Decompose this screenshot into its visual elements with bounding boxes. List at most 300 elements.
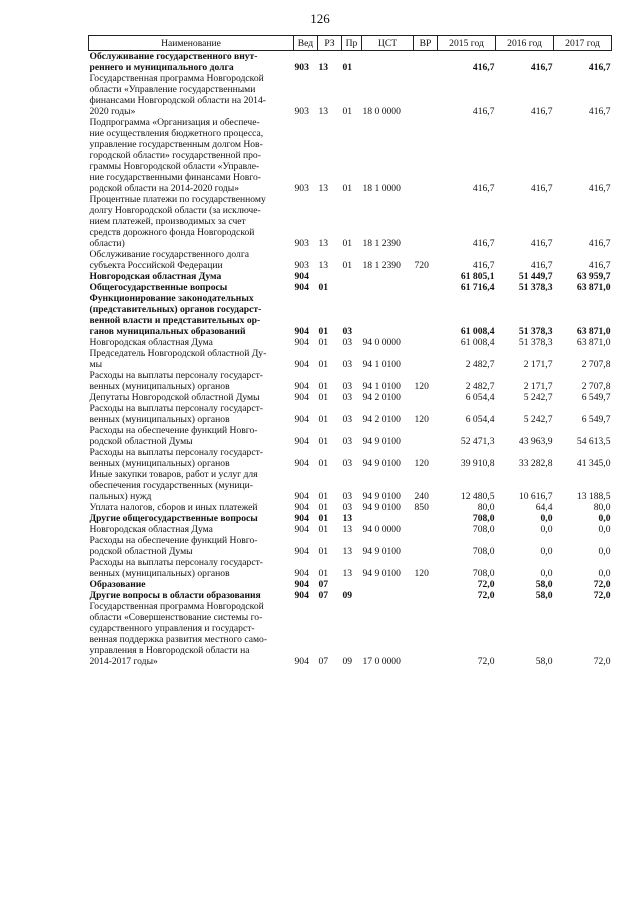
cell-y2017: 13 188,5: [576, 491, 611, 502]
cell-rz: 01: [318, 458, 329, 469]
cell-y2017: 0,0: [598, 546, 611, 557]
cell-y2015: 61 008,4: [460, 326, 495, 337]
row-name-line: Расходы на обеспечение функций Новго-: [89, 425, 258, 436]
cell-y2016: 416,7: [530, 183, 553, 194]
cell-vr: [414, 348, 438, 370]
cell-cst: [362, 590, 414, 601]
cell-pr: 01: [342, 238, 353, 249]
cell-vr: [414, 579, 438, 590]
cell-rz: 07: [318, 656, 329, 667]
row-name-line: долгу Новгородской области (за исключе-: [89, 205, 261, 216]
cell-y2015: 708,0: [472, 524, 495, 535]
cell-ved: 904: [294, 502, 309, 513]
row-name-line: Уплата налогов, сборов и иных платежей: [89, 502, 258, 513]
cell-y2016: 58,0: [535, 590, 553, 601]
cell-ved: 903: [294, 238, 309, 249]
cell-cst: 94 9 0100: [362, 546, 401, 557]
table-row: [89, 194, 612, 249]
row-name: [89, 513, 294, 524]
cell-rz: 01: [318, 502, 329, 513]
row-name-line: ние государственными финансами Новго-: [89, 172, 261, 183]
cell-y2015: 2 482,7: [465, 381, 495, 392]
cell-vr: [414, 293, 438, 337]
cell-y2016: 51 378,3: [518, 282, 553, 293]
cell-rz: 13: [318, 183, 329, 194]
table-row: [89, 271, 612, 282]
cell-pr: 13: [342, 524, 353, 535]
cell-vr: [414, 194, 438, 249]
row-name: [89, 282, 294, 293]
cell-pr: 01: [342, 183, 353, 194]
cell-y2016: 58,0: [535, 656, 553, 667]
cell-cst: 94 9 0100: [362, 458, 401, 469]
cell-cst: 94 1 0100: [362, 381, 401, 392]
table-row: [89, 117, 612, 194]
cell-y2016: 5 242,7: [523, 414, 553, 425]
table-row: [89, 590, 612, 601]
cell-y2016: 416,7: [530, 238, 553, 249]
row-name: [89, 337, 294, 348]
cell-rz: 13: [318, 106, 329, 117]
cell-y2015: 61 716,4: [460, 282, 495, 293]
row-name-line: Новгородская областная Дума: [89, 337, 213, 348]
header-vr: ВР: [414, 36, 438, 51]
cell-ved: 903: [294, 260, 309, 271]
cell-ved: 904: [294, 590, 309, 601]
cell-y2016: 5 242,7: [523, 392, 553, 403]
table-row: [89, 524, 612, 535]
cell-rz: 01: [318, 491, 329, 502]
header-pr: Пр: [342, 36, 362, 51]
cell-cst: [362, 271, 414, 282]
cell-vr: [414, 271, 438, 282]
cell-pr: 03: [342, 491, 353, 502]
cell-y2015: 6 054,4: [465, 392, 495, 403]
cell-rz: 01: [318, 546, 329, 557]
cell-y2017: 63 871,0: [576, 326, 611, 337]
row-name: [89, 469, 294, 502]
cell-rz: 01: [318, 568, 329, 579]
cell-y2016: 51 378,3: [518, 337, 553, 348]
row-name-line: области): [89, 238, 125, 249]
header-rz: РЗ: [318, 36, 342, 51]
cell-y2017: 63 959,7: [576, 271, 611, 282]
cell-y2016: 416,7: [530, 62, 553, 73]
cell-y2017: 54 613,5: [576, 436, 611, 447]
cell-y2017: 416,7: [588, 260, 611, 271]
row-name-line: мы: [89, 359, 103, 370]
cell-vr: 850: [414, 502, 429, 513]
cell-ved: 904: [294, 458, 309, 469]
cell-cst: [362, 282, 414, 293]
cell-rz: 13: [318, 62, 329, 73]
table-row: [89, 249, 612, 271]
row-name-line: Функционирование законодательных: [89, 293, 254, 304]
row-name: [89, 590, 294, 601]
cell-rz: 01: [318, 392, 329, 403]
cell-ved: 904: [294, 337, 309, 348]
cell-y2017: 0,0: [598, 568, 611, 579]
cell-y2015: 708,0: [472, 546, 495, 557]
cell-vr: [414, 51, 438, 74]
cell-ved: 904: [294, 568, 309, 579]
row-name-line: управления в Новгородской области на: [89, 645, 250, 656]
cell-ved: 904: [294, 414, 309, 425]
cell-y2017: 416,7: [588, 106, 611, 117]
cell-y2017: 416,7: [588, 62, 611, 73]
cell-pr: 03: [342, 392, 353, 403]
row-name-line: нием платежей, производимых за счет: [89, 216, 246, 227]
row-name-line: Председатель Новгородской областной Ду-: [89, 348, 267, 359]
cell-cst: [362, 293, 414, 337]
row-name-line: Расходы на выплаты персоналу государст-: [89, 557, 263, 568]
row-name: [89, 502, 294, 513]
cell-vr: [414, 535, 438, 557]
cell-vr: 120: [414, 458, 429, 469]
row-name-line: финансами Новгородской области на 2014-: [89, 95, 266, 106]
row-name-line: Другие общегосударственные вопросы: [89, 513, 258, 524]
cell-pr: 09: [342, 590, 353, 601]
row-name: [89, 73, 294, 117]
cell-vr: [414, 524, 438, 535]
cell-rz: 01: [318, 337, 329, 348]
table-row: [89, 392, 612, 403]
table-row: [89, 73, 612, 117]
cell-ved: 903: [294, 106, 309, 117]
table-row: [89, 348, 612, 370]
row-name-line: Образование: [89, 579, 146, 590]
cell-y2016: 0,0: [540, 546, 553, 557]
cell-cst: 94 9 0100: [362, 502, 401, 513]
cell-y2015: 72,0: [477, 656, 495, 667]
cell-ved: 904: [294, 546, 309, 557]
cell-vr: [414, 117, 438, 194]
cell-y2017: 80,0: [593, 502, 611, 513]
table-row: [89, 370, 612, 392]
row-name-line: Обслуживание государственного внут-: [89, 51, 258, 62]
cell-y2015: 2 482,7: [465, 359, 495, 370]
cell-ved: 904: [294, 513, 309, 524]
row-name: [89, 403, 294, 425]
cell-y2015: 72,0: [477, 590, 495, 601]
cell-pr: 03: [342, 326, 353, 337]
cell-ved: 904: [294, 282, 309, 293]
cell-rz: 01: [318, 524, 329, 535]
cell-vr: [414, 425, 438, 447]
cell-ved: 904: [294, 392, 309, 403]
row-name-line: венных (муниципальных) органов: [89, 568, 230, 579]
row-name-line: Государственная программа Новгородской: [89, 73, 264, 84]
cell-y2017: 6 549,7: [581, 414, 611, 425]
row-name-line: родской областной Думы: [89, 546, 193, 557]
table-row: [89, 601, 612, 667]
cell-y2017: 0,0: [598, 524, 611, 535]
cell-pr: 13: [342, 568, 353, 579]
cell-pr: 13: [342, 513, 353, 524]
cell-pr: 03: [342, 381, 353, 392]
row-name-line: области «Совершенствование системы го-: [89, 612, 263, 623]
cell-y2016: 51 449,7: [518, 271, 553, 282]
row-name-line: пальных) нужд: [89, 491, 152, 502]
cell-pr: 03: [342, 414, 353, 425]
row-name-line: венных (муниципальных) органов: [89, 458, 230, 469]
row-name: [89, 348, 294, 370]
row-name: [89, 117, 294, 194]
cell-rz: 13: [318, 260, 329, 271]
row-name-line: ние осуществления бюджетного процесса,: [89, 128, 264, 139]
table-header-row: [89, 36, 612, 51]
cell-vr: [414, 513, 438, 524]
row-name-line: средств дорожного фонда Новгородской: [89, 227, 255, 238]
cell-ved: 904: [294, 381, 309, 392]
table-row: [89, 51, 612, 74]
cell-y2016: 58,0: [535, 579, 553, 590]
row-name: [89, 557, 294, 579]
cell-y2015: 80,0: [477, 502, 495, 513]
row-name-line: Обслуживание государственного долга: [89, 249, 250, 260]
table-row: [89, 469, 612, 502]
table-row: [89, 535, 612, 557]
cell-cst: 94 9 0100: [362, 436, 401, 447]
cell-pr: 01: [342, 260, 353, 271]
row-name: [89, 535, 294, 557]
cell-y2015: 416,7: [472, 260, 495, 271]
row-name-line: венная поддержка развития местного само-: [89, 634, 268, 645]
cell-rz: 13: [318, 238, 329, 249]
cell-y2016: 10 616,7: [518, 491, 553, 502]
table-row: [89, 502, 612, 513]
row-name: [89, 579, 294, 590]
cell-ved: 904: [294, 656, 309, 667]
cell-pr: 03: [342, 502, 353, 513]
cell-vr: 720: [414, 260, 429, 271]
cell-cst: 94 2 0100: [362, 392, 401, 403]
cell-y2017: 2 707,8: [581, 381, 611, 392]
cell-y2015: 708,0: [472, 513, 495, 524]
table-row: [89, 447, 612, 469]
row-name-line: Новгородская областная Дума: [89, 271, 222, 282]
header-name: Наименование: [89, 36, 294, 51]
table-row: [89, 513, 612, 524]
cell-pr: 01: [342, 62, 353, 73]
budget-table: [88, 35, 612, 667]
cell-vr: 240: [414, 491, 429, 502]
cell-rz: 01: [318, 436, 329, 447]
row-name-line: области «Управление государственными: [89, 84, 256, 95]
cell-pr: 03: [342, 436, 353, 447]
page-number: 126: [310, 11, 330, 26]
cell-vr: [414, 590, 438, 601]
cell-ved: 904: [294, 271, 309, 282]
cell-y2016: 416,7: [530, 260, 553, 271]
cell-rz: 01: [318, 381, 329, 392]
cell-cst: [362, 51, 414, 74]
cell-y2015: 416,7: [472, 238, 495, 249]
table-row: [89, 425, 612, 447]
table-row: [89, 579, 612, 590]
cell-rz: 01: [318, 513, 329, 524]
cell-pr: 01: [342, 106, 353, 117]
cell-vr: 120: [414, 568, 429, 579]
cell-cst: 18 1 0000: [362, 183, 401, 194]
cell-rz: 01: [318, 282, 329, 293]
cell-y2017: 0,0: [598, 513, 611, 524]
row-name: [89, 293, 294, 337]
cell-y2015: 61 008,4: [460, 337, 495, 348]
row-name-line: управление государственным долгом Нов-: [89, 139, 263, 150]
row-name-line: обеспечения государственных (муници-: [89, 480, 254, 491]
cell-ved: 903: [294, 183, 309, 194]
header-ved: Вед: [294, 36, 318, 51]
cell-cst: 94 0 0000: [362, 337, 401, 348]
cell-y2015: 416,7: [472, 106, 495, 117]
row-name-line: родской области на 2014-2020 годы»: [89, 183, 240, 194]
cell-vr: 120: [414, 414, 429, 425]
cell-vr: [414, 392, 438, 403]
cell-y2017: 72,0: [593, 590, 611, 601]
table-row: [89, 337, 612, 348]
cell-ved: 904: [294, 579, 309, 590]
cell-y2016: 416,7: [530, 106, 553, 117]
row-name-line: субъекта Российской Федерации: [89, 260, 223, 271]
cell-y2016: 0,0: [540, 568, 553, 579]
row-name-line: Государственная программа Новгородской: [89, 601, 264, 612]
row-name-line: Расходы на обеспечение функций Новго-: [89, 535, 258, 546]
table-row: [89, 403, 612, 425]
cell-y2015: 52 471,3: [460, 436, 495, 447]
cell-rz: 07: [318, 590, 329, 601]
cell-cst: 17 0 0000: [362, 656, 401, 667]
row-name-line: венной власти и представительных ор-: [89, 315, 261, 326]
cell-rz: 01: [318, 326, 329, 337]
cell-cst: [362, 579, 414, 590]
row-name-line: ганов муниципальных образований: [89, 326, 246, 337]
row-name-line: Новгородская областная Дума: [89, 524, 213, 535]
cell-y2015: 12 480,5: [460, 491, 495, 502]
row-name-line: Общегосударственные вопросы: [89, 282, 228, 293]
cell-y2015: 416,7: [472, 183, 495, 194]
cell-pr: 03: [342, 337, 353, 348]
row-name-line: реннего и муниципального долга: [89, 62, 234, 73]
cell-ved: 904: [294, 326, 309, 337]
cell-pr: [342, 579, 362, 590]
cell-y2017: 416,7: [588, 183, 611, 194]
cell-y2017: 2 707,8: [581, 359, 611, 370]
cell-y2016: 43 963,9: [518, 436, 553, 447]
cell-cst: 94 9 0100: [362, 568, 401, 579]
cell-vr: [414, 601, 438, 667]
cell-y2017: 41 345,0: [576, 458, 611, 469]
row-name-line: граммы Новгородской области «Управле-: [89, 161, 260, 172]
row-name-line: городской области» государственной про-: [89, 150, 261, 161]
row-name: [89, 51, 294, 74]
row-name-line: венных (муниципальных) органов: [89, 414, 230, 425]
cell-pr: 13: [342, 546, 353, 557]
cell-vr: [414, 337, 438, 348]
cell-y2015: 6 054,4: [465, 414, 495, 425]
cell-rz: [318, 271, 342, 282]
cell-vr: 120: [414, 381, 429, 392]
cell-y2017: 72,0: [593, 579, 611, 590]
row-name: [89, 194, 294, 249]
cell-y2015: 708,0: [472, 568, 495, 579]
row-name-line: Другие вопросы в области образования: [89, 590, 261, 601]
header-2015: 2015 год: [438, 36, 496, 51]
row-name-line: (представительных) органов государст-: [89, 304, 262, 315]
table-row: [89, 282, 612, 293]
cell-rz: 01: [318, 414, 329, 425]
row-name: [89, 601, 294, 667]
row-name: [89, 392, 294, 403]
cell-cst: 18 1 2390: [362, 260, 401, 271]
row-name-line: Подпрограмма «Организация и обеспече-: [89, 117, 260, 128]
row-name: [89, 370, 294, 392]
cell-vr: [414, 73, 438, 117]
cell-rz: 01: [318, 359, 329, 370]
cell-y2016: 0,0: [540, 513, 553, 524]
row-name-line: венных (муниципальных) органов: [89, 381, 230, 392]
row-name-line: сударственного управления и государст-: [89, 623, 255, 634]
cell-cst: 94 1 0100: [362, 359, 401, 370]
cell-pr: [342, 271, 362, 282]
table-body: [89, 51, 612, 668]
cell-ved: 904: [294, 491, 309, 502]
cell-vr: [414, 282, 438, 293]
row-name-line: Процентные платежи по государственному: [89, 194, 266, 205]
row-name-line: Депутаты Новгородской областной Думы: [89, 392, 260, 403]
cell-y2017: 416,7: [588, 238, 611, 249]
cell-y2016: 2 171,7: [523, 381, 553, 392]
table-row: [89, 557, 612, 579]
cell-cst: 94 9 0100: [362, 491, 401, 502]
row-name-line: Расходы на выплаты персоналу государст-: [89, 403, 263, 414]
row-name-line: родской областной Думы: [89, 436, 193, 447]
cell-rz: 07: [318, 579, 329, 590]
header-2016: 2016 год: [496, 36, 554, 51]
cell-pr: 03: [342, 359, 353, 370]
row-name-line: 2014-2017 годы»: [89, 656, 158, 667]
cell-y2016: 0,0: [540, 524, 553, 535]
cell-y2016: 33 282,8: [518, 458, 553, 469]
row-name-line: Расходы на выплаты персоналу государст-: [89, 447, 263, 458]
cell-y2015: 39 910,8: [460, 458, 495, 469]
cell-y2016: 2 171,7: [523, 359, 553, 370]
cell-pr: 03: [342, 458, 353, 469]
cell-y2017: 6 549,7: [581, 392, 611, 403]
cell-cst: 18 0 0000: [362, 106, 401, 117]
cell-cst: 94 2 0100: [362, 414, 401, 425]
cell-y2016: 51 378,3: [518, 326, 553, 337]
cell-ved: 903: [294, 62, 309, 73]
cell-cst: 94 0 0000: [362, 524, 401, 535]
cell-cst: 18 1 2390: [362, 238, 401, 249]
row-name: [89, 447, 294, 469]
cell-y2015: 72,0: [477, 579, 495, 590]
cell-ved: 904: [294, 524, 309, 535]
cell-pr: [342, 282, 362, 293]
cell-y2017: 63 871,0: [576, 337, 611, 348]
table-row: [89, 293, 612, 337]
row-name: [89, 425, 294, 447]
cell-y2015: 416,7: [472, 62, 495, 73]
cell-y2017: 72,0: [593, 656, 611, 667]
row-name-line: Иные закупки товаров, работ и услуг для: [89, 469, 258, 480]
cell-cst: [362, 513, 414, 524]
cell-y2016: 64,4: [535, 502, 553, 513]
row-name-line: Расходы на выплаты персоналу государст-: [89, 370, 263, 381]
row-name-line: 2020 годы»: [89, 106, 136, 117]
cell-ved: 904: [294, 359, 309, 370]
